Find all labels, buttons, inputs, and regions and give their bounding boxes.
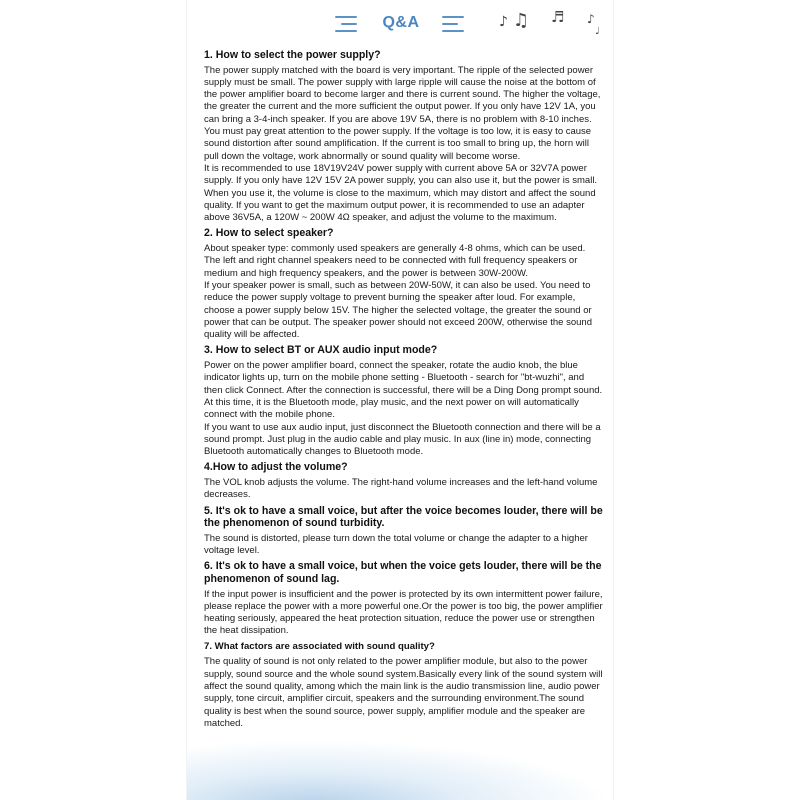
answer-6-text: If the input power is insufficient and the power is protected by its own intermittent power failure, please replace the power with a more powerful one.Or the power is too big, the power amplifier heating seriously, appeared the heat protection situation, reduce the power use or strengthen the heat dissipation.: [204, 588, 603, 637]
qa-content: [204, 46, 604, 730]
hamburger-menu-icon: [335, 16, 357, 32]
answer-7: [204, 656, 604, 730]
answer-1-text: The power supply matched with the board is very important. The ripple of the selected power supply must be small. The power supply with large ripple will cause the noise at the bottom of the power amplifier board to become larger and there is current sound. The higher the voltage, the greater the current and the more sufficient the output power. If you only have 12V 1A, you can bring a 3-4-inch speaker. If you are above 19V 5A, there is no problem with 8-10 inches. You must pay great attention to the power supply. If the voltage is too low, it is easy to cause sound distortion after sound amplification. If the current is too small to bring up, the horn will pull down the voltage, work abnormally or sound quality will become worse. It is recommended to use 18V19V24V power supply with current above 5A or 32V7A power supply. If you only have 12V 15V 2A power supply, you can also use it, but the power is small. When you use it, the volume is close to the maximum, which may distort and affect the sound quality. If you want to get the maximum output power, it is recommended to use an adapter above 36V5A, a 120W ~ 200W 4Ω speaker, and adjust the volume to the maximum.: [204, 64, 601, 224]
answer-5: [204, 533, 604, 558]
question-2: 2. How to select speaker?: [204, 227, 334, 240]
page-title: Q&A: [382, 14, 420, 31]
answer-3-text: Power on the power amplifier board, connect the speaker, rotate the audio knob, the blue indicator lights up, turn on the mobile phone setting - Bluetooth - search for "bt-wuzhi", and then click Connect. After the connection is successful, there will be a Ding Dong prompt sound. At this time, it is the Bluetooth mode, play music, and the next power on will automatically connect with the mobile phone. If you want to use aux audio input, just disconnect the Bluetooth connection and there will be a sound prompt. Just plug in the audio cable and play music. In aux (line in) mode, connecting Bluetooth automatically changes to Bluetooth mode.: [204, 360, 603, 458]
header: [187, 0, 613, 46]
answer-3: [204, 360, 604, 458]
answer-4-text: The VOL knob adjusts the volume. The right-hand volume increases and the left-hand volume decreases.: [204, 476, 598, 501]
hamburger-menu-icon: [442, 16, 464, 32]
qa-page: [187, 0, 613, 800]
question-6: 6. It's ok to have a small voice, but when the voice gets louder, there will be the phenomenon of sound lag.: [204, 560, 602, 585]
answer-5-text: The sound is distorted, please turn down the total volume or change the adapter to a higher voltage level.: [204, 532, 588, 557]
answer-1: [204, 65, 604, 225]
music-notes-icon: ♪ ♫ ♬ ♪ ♩: [499, 8, 600, 37]
question-4: 4.How to adjust the volume?: [204, 461, 348, 474]
cloud-decoration: [187, 740, 613, 800]
question-5: 5. It's ok to have a small voice, but after the voice becomes louder, there will be the phenomenon of sound turbidity.: [204, 504, 603, 530]
answer-7-text: The quality of sound is not only related to the power amplifier module, but also to the power supply, sound source and the whole sound system.Basically every link of the sound system will affect the sound quality, among which the main link is the audio transmission line, audio power supply, tone circuit, amplifier circuit, speakers and the surrounding environment.The sound quality is best when the sound source, power supply, amplifier module and the speaker are matched.: [204, 656, 603, 729]
answer-6: [204, 589, 604, 638]
question-3: 3. How to select BT or AUX audio input mode?: [204, 344, 438, 357]
question-1: 1. How to select the power supply?: [204, 49, 381, 61]
answer-2: [204, 243, 604, 341]
answer-4: [204, 477, 604, 502]
question-7: 7. What factors are associated with sound quality?: [204, 640, 435, 652]
answer-2-text: About speaker type: commonly used speakers are generally 4-8 ohms, which can be used. The left and right channel speakers need to be connected with full frequency speakers or medium and high frequency speakers, and the power is between 30W-200W. If your speaker power is small, such as between 20W-50W, it can also be used. You need to reduce the power supply voltage to prevent burning the speaker after loud. For example, choose a power supply below 15V. The higher the selected voltage, the greater the sound or power that can be output. The speaker power should not exceed 200W, otherwise the sound quality will be affected.: [204, 243, 592, 341]
